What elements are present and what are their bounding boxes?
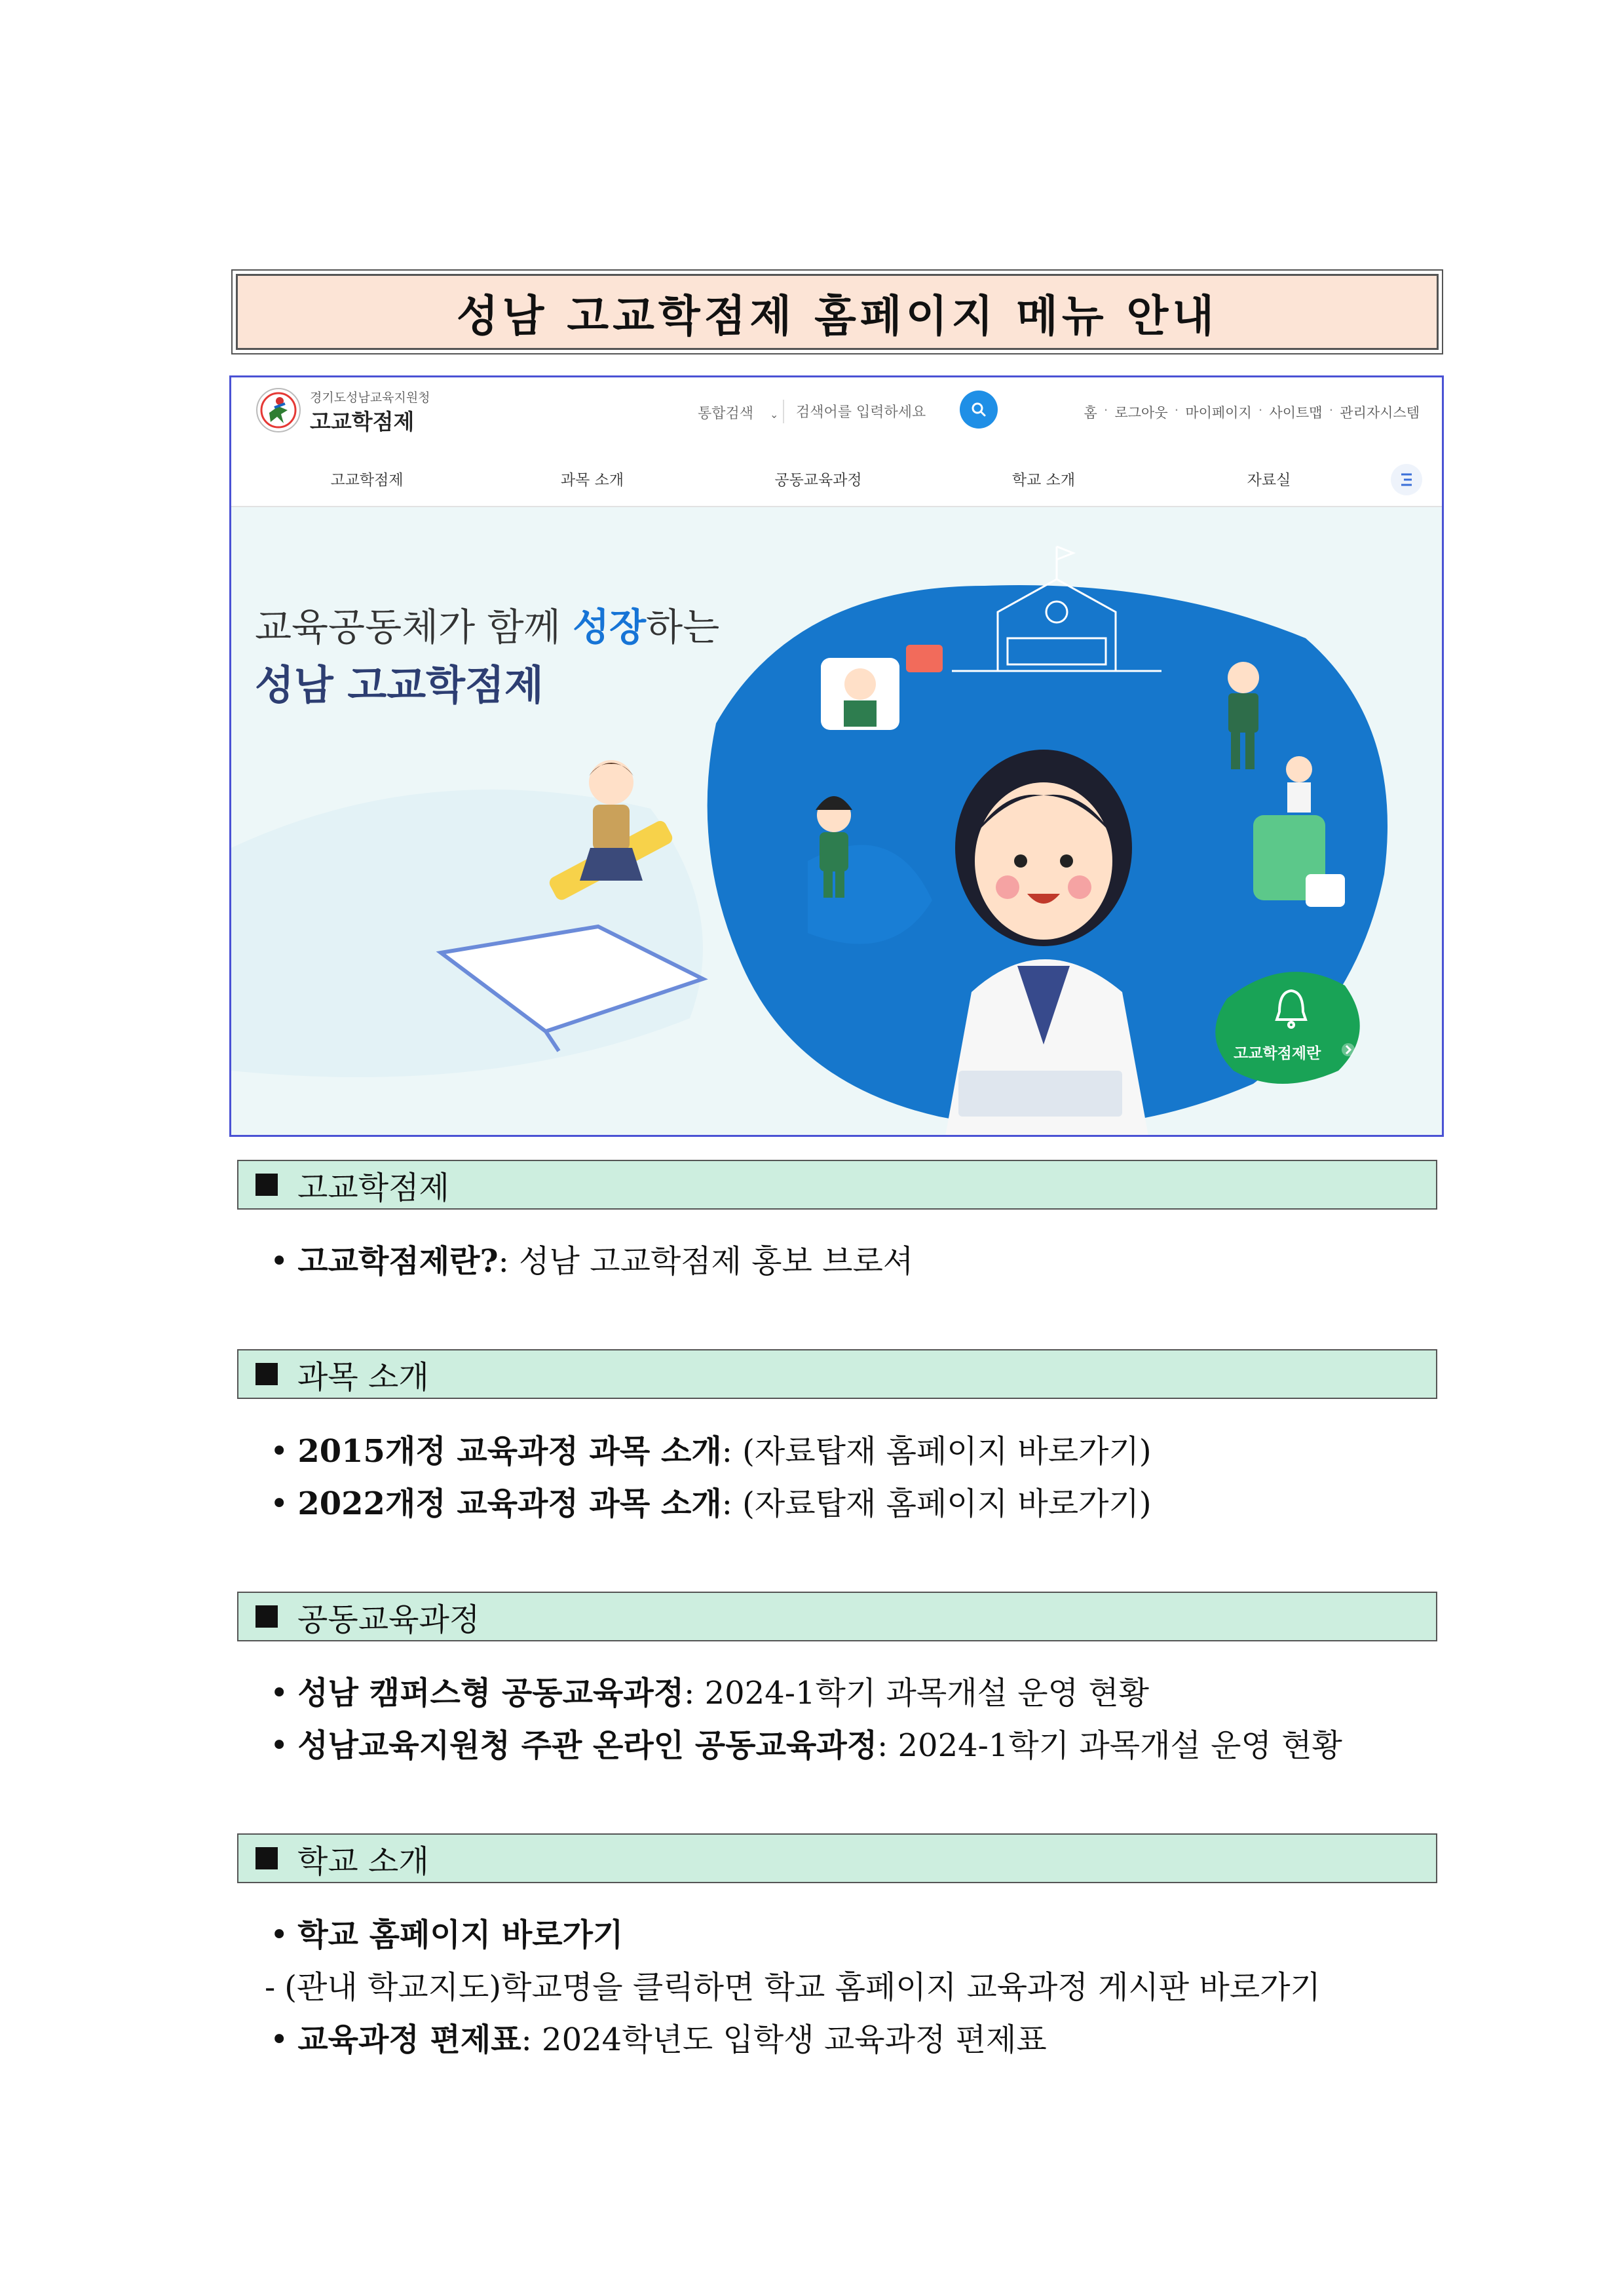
nav-item-joint-curriculum[interactable]: 공동교육과정: [774, 472, 862, 489]
section-heading-subjects: 과목 소개: [237, 1349, 1437, 1399]
square-bullet-icon: [255, 1174, 278, 1196]
nav-item-schools[interactable]: 학교 소개: [1011, 472, 1076, 489]
list-item: • 고교학점제란?: 성남 고교학점제 홍보 브로셔: [270, 1243, 914, 1280]
search-button[interactable]: [960, 391, 998, 429]
list-item: • 2022개정 교육과정 과목 소개: (자료탑재 홈페이지 바로가기): [270, 1485, 1152, 1522]
org-name: 경기도성남교육지원청: [310, 391, 430, 405]
hero-headline-1: 교육공동체가 함께 성장하는: [255, 605, 720, 649]
list-item: • 성남교육지원청 주관 온라인 공동교육과정: 2024-1학기 과목개설 운영 현황: [270, 1727, 1342, 1764]
homepage-screenshot: [229, 375, 1444, 1137]
search-divider: [783, 400, 784, 423]
list-item: • 학교 홈페이지 바로가기: [270, 1917, 624, 1953]
document-title: 성남 고교학점제 홈페이지 메뉴 안내: [236, 274, 1439, 350]
search-scope-label: 통합검색: [698, 406, 754, 422]
hero-headline-2: 성남 고교학점제: [255, 661, 544, 709]
credit-system-cta-button[interactable]: [1207, 959, 1371, 1090]
util-admin-link[interactable]: 관리자시스템: [1340, 405, 1420, 421]
section-heading-credit-system: 고교학점제: [237, 1160, 1437, 1210]
nav-item-resources[interactable]: 자료실: [1247, 472, 1291, 489]
hamburger-menu-icon: [1391, 464, 1422, 495]
util-logout-link[interactable]: 로그아웃: [1114, 405, 1168, 421]
square-bullet-icon: [255, 1363, 278, 1385]
site-brand[interactable]: 고교학점제: [310, 409, 415, 434]
list-item: - (관내 학교지도)학교명을 클릭하면 학교 홈페이지 교육과정 게시판 바로가기: [265, 1969, 1321, 2006]
square-bullet-icon: [255, 1605, 278, 1628]
cta-label: 고교학점제란: [1234, 1045, 1321, 1062]
menu-button[interactable]: [1391, 464, 1422, 495]
utility-links: 홈 · 로그아웃 · 마이페이지 · 사이트맵 · 관리자시스템: [1081, 402, 1422, 422]
util-sitemap-link[interactable]: 사이트맵: [1269, 405, 1323, 421]
search-scope-select[interactable]: [698, 402, 778, 423]
office-logo-icon: [255, 387, 302, 434]
section-heading-joint-curriculum: 공동교육과정: [237, 1592, 1437, 1641]
section-heading-schools: 학교 소개: [237, 1833, 1437, 1883]
search-icon: [970, 401, 987, 418]
chevron-down-icon: ⌄: [770, 408, 779, 421]
hero-banner: [231, 507, 1442, 1137]
site-header: [231, 377, 1442, 452]
nav-item-subjects[interactable]: 과목 소개: [560, 472, 624, 489]
list-item: • 교육과정 편제표: 2024학년도 입학생 교육과정 편제표: [270, 2021, 1047, 2058]
util-mypage-link[interactable]: 마이페이지: [1185, 405, 1252, 421]
square-bullet-icon: [255, 1847, 278, 1869]
nav-item-credit-system[interactable]: 고교학점제: [330, 472, 404, 489]
search-input[interactable]: [795, 394, 954, 430]
list-item: • 성남 캠퍼스형 공동교육과정: 2024-1학기 과목개설 운영 현황: [270, 1675, 1149, 1712]
util-home-link[interactable]: 홈: [1084, 405, 1097, 421]
list-item: • 2015개정 교육과정 과목 소개: (자료탑재 홈페이지 바로가기): [270, 1433, 1152, 1470]
main-nav: [231, 451, 1442, 507]
